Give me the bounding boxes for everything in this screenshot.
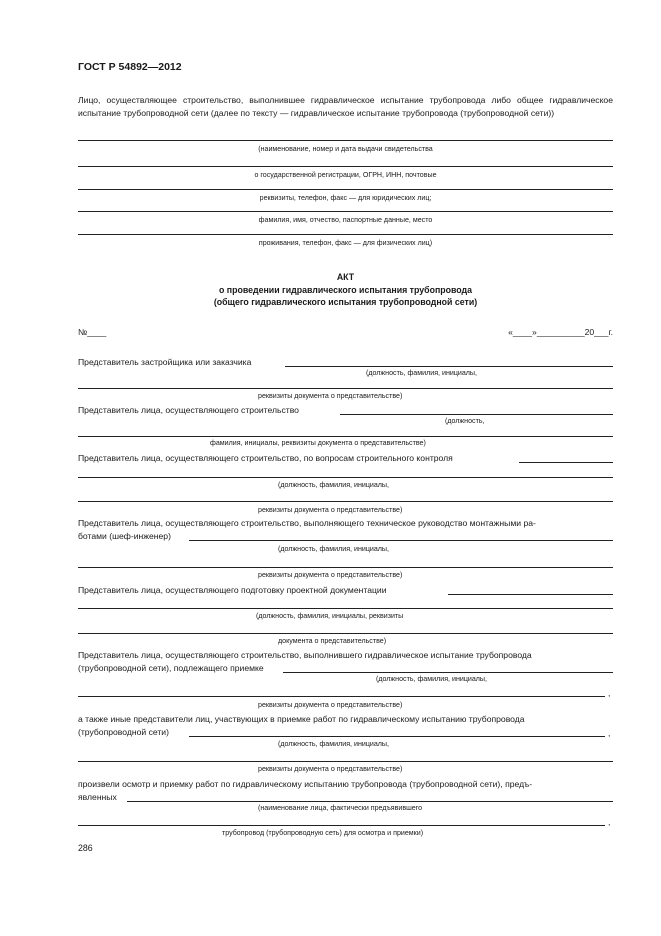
fill-line	[189, 736, 605, 737]
fill-line	[78, 477, 613, 478]
fill-line	[78, 608, 613, 609]
field-caption: реквизиты документа о представительстве)	[258, 765, 403, 773]
intro-caption: проживания, телефон, факс — для физических лиц)	[258, 239, 433, 247]
comma: ,	[608, 728, 611, 738]
fill-line	[78, 633, 613, 634]
fill-line	[78, 388, 613, 389]
page-number: 286	[78, 843, 93, 853]
intro-caption: (наименование, номер и дата выдачи свидетельства	[258, 145, 433, 153]
fill-line	[340, 414, 613, 415]
standard-header: ГОСТ Р 54892—2012	[78, 61, 182, 73]
construction-control-rep-label: Представитель лица, осуществляющего строительство, по вопросам строительного контроля	[78, 453, 453, 463]
act-date: «____»__________20___г.	[508, 327, 613, 337]
field-caption: (должность, фамилия, инициалы,	[376, 675, 487, 683]
fill-line	[78, 436, 613, 437]
fill-line	[78, 501, 613, 502]
fill-line	[448, 594, 613, 595]
fill-line	[78, 761, 613, 762]
fill-line	[78, 166, 613, 167]
chief-engineer-rep-label-2: ботами (шеф-инженер)	[78, 531, 171, 541]
field-caption: (должность, фамилия, инициалы,	[366, 369, 477, 377]
fill-line	[519, 462, 613, 463]
act-number: №____	[78, 327, 107, 337]
act-subtitle: о проведении гидравлического испытания трубопровода	[218, 285, 473, 295]
field-caption: трубопровод (трубопроводную сеть) для осмотра и приемки)	[222, 829, 424, 837]
field-caption: (должность, фамилия, инициалы, реквизиты	[256, 612, 404, 620]
designer-rep-label: Представитель лица, осуществляющего подготовку проектной документации	[78, 585, 387, 595]
fill-line	[283, 672, 613, 673]
field-caption: (должность,	[445, 417, 485, 425]
fill-line	[78, 567, 613, 568]
customer-rep-label: Представитель застройщика или заказчика	[78, 357, 252, 367]
tester-rep-label-2: (трубопроводной сети), подлежащего приемке	[78, 663, 264, 673]
fill-line	[78, 825, 605, 826]
field-caption: (должность, фамилия, инициалы,	[278, 740, 389, 748]
field-caption: (должность, фамилия, инициалы,	[278, 545, 389, 553]
fill-line	[78, 234, 613, 235]
inspection-statement: произвели осмотр и приемку работ по гидравлическому испытанию трубопровода (трубопроводной сети), предъ-	[78, 779, 533, 789]
field-caption: реквизиты документа о представительстве)	[258, 392, 403, 400]
tester-rep-label: Представитель лица, осуществляющего строительство, выполнившего гидравлическое испытание трубопровода	[78, 650, 532, 660]
fill-line	[127, 801, 613, 802]
other-reps-label-2: (трубопроводной сети)	[78, 727, 169, 737]
intro-caption: фамилия, имя, отчество, паспортные данные, место	[258, 216, 433, 224]
field-caption: (должность, фамилия, инициалы,	[278, 481, 389, 489]
act-title: АКТ	[336, 272, 355, 282]
act-subtitle-2: (общего гидравлического испытания трубопроводной сети)	[213, 297, 478, 307]
comma: ,	[608, 817, 611, 827]
field-caption: реквизиты документа о представительстве)	[258, 571, 403, 579]
intro-paragraph: Лицо, осуществляющее строительство, выполнившее гидравлическое испытание трубопровода либо общее гидравлическое испытание трубопроводной сети (далее по тексту — гидравлическое испытание трубопровода (трубопроводной сети))	[78, 95, 613, 119]
fill-line	[78, 189, 613, 190]
field-caption: (наименование лица, фактически предъявившего	[258, 804, 423, 812]
intro-caption: реквизиты, телефон, факс — для юридических лиц;	[259, 194, 432, 202]
fill-line	[78, 696, 605, 697]
other-reps-label: а также иные представители лиц, участвующих в приемке работ по гидравлическому испытанию трубопровода	[78, 714, 525, 724]
comma: ,	[608, 688, 611, 698]
builder-rep-label: Представитель лица, осуществляющего строительство	[78, 405, 299, 415]
field-caption: реквизиты документа о представительстве)	[258, 506, 403, 514]
intro-caption: о государственной регистрации, ОГРН, ИНН, почтовые	[254, 171, 437, 179]
chief-engineer-rep-label: Представитель лица, осуществляющего строительство, выполняющего техническое руководство монтажными ра-	[78, 518, 536, 528]
fill-line	[285, 366, 613, 367]
fill-line	[189, 540, 613, 541]
inspection-statement-2: явленных	[78, 792, 117, 802]
fill-line	[78, 211, 613, 212]
field-caption: документа о представительстве)	[278, 637, 387, 645]
fill-line	[78, 140, 613, 141]
field-caption: фамилия, инициалы, реквизиты документа о представительстве)	[210, 439, 426, 447]
field-caption: реквизиты документа о представительстве)	[258, 701, 403, 709]
